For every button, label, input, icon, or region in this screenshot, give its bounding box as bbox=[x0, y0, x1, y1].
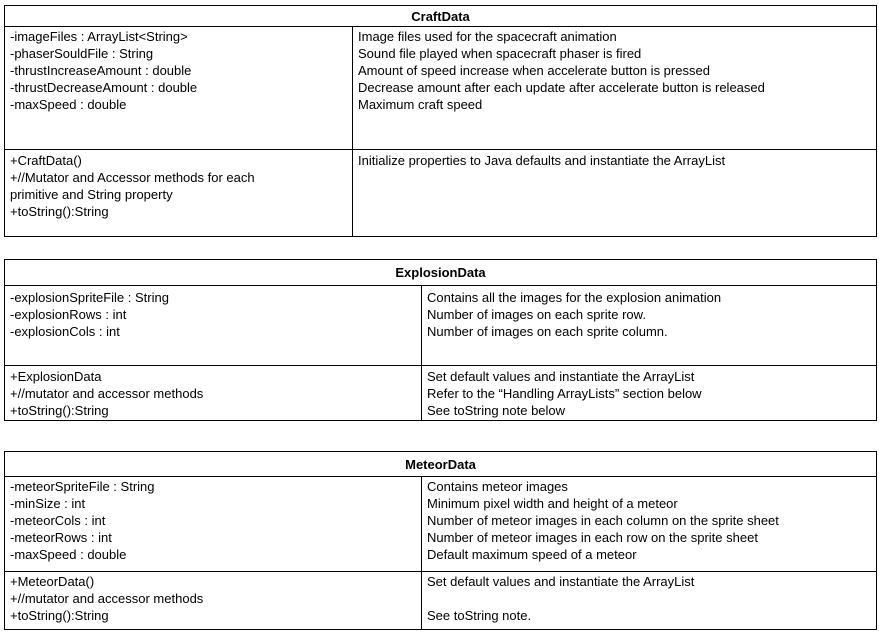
class-title: CraftData bbox=[5, 6, 877, 27]
attribute-note: Decrease amount after each update after accelerate button is released bbox=[358, 80, 765, 95]
attribute-note: Number of meteor images in each row on the sprite sheet bbox=[427, 530, 758, 545]
method: +CraftData() bbox=[10, 153, 82, 168]
attribute: -minSize : int bbox=[10, 496, 86, 511]
method: +//mutator and accessor methods bbox=[10, 386, 204, 401]
attribute-notes-cell bbox=[422, 477, 877, 572]
method: +ExplosionData bbox=[10, 369, 102, 384]
craft-data-table bbox=[4, 5, 877, 237]
attribute-note: Number of images on each sprite row. bbox=[427, 307, 646, 322]
attribute: -explosionRows : int bbox=[10, 307, 127, 322]
method-note: See toString note below bbox=[427, 403, 566, 418]
attributes-cell bbox=[5, 477, 422, 572]
attribute: -meteorCols : int bbox=[10, 513, 106, 528]
attribute: -maxSpeed : double bbox=[10, 97, 127, 112]
method-note: Set default values and instantiate the ArrayList bbox=[427, 369, 695, 384]
method-notes-cell bbox=[422, 572, 877, 630]
attribute: -thrustIncreaseAmount : double bbox=[10, 63, 192, 78]
attribute-note: Maximum craft speed bbox=[358, 97, 483, 112]
attribute-note: Amount of speed increase when accelerate button is pressed bbox=[358, 63, 710, 78]
attribute: -thrustDecreaseAmount : double bbox=[10, 80, 198, 95]
method: +//Mutator and Accessor methods for each bbox=[10, 170, 255, 185]
method-note: Refer to the “Handling ArrayLists” section below bbox=[427, 386, 702, 401]
attribute-note: Minimum pixel width and height of a meteor bbox=[427, 496, 678, 511]
attribute-note: Number of meteor images in each column on the sprite sheet bbox=[427, 513, 779, 528]
attribute: -meteorRows : int bbox=[10, 530, 112, 545]
method: +MeteorData() bbox=[10, 574, 95, 589]
method: +toString():String bbox=[10, 403, 109, 418]
attribute-note: Sound file played when spacecraft phaser is fired bbox=[358, 46, 642, 61]
attribute: -meteorSpriteFile : String bbox=[10, 479, 155, 494]
method: +toString():String bbox=[10, 608, 109, 623]
method-notes-cell bbox=[422, 366, 877, 421]
attribute: -explosionCols : int bbox=[10, 324, 120, 339]
class-title: ExplosionData bbox=[5, 260, 877, 286]
methods-cell bbox=[5, 572, 422, 630]
attribute-note: Contains meteor images bbox=[427, 479, 568, 494]
method-notes-cell bbox=[353, 150, 877, 237]
method-note: Initialize properties to Java defaults and instantiate the ArrayList bbox=[358, 153, 726, 168]
attribute-notes-cell bbox=[353, 27, 877, 150]
method-note: See toString note. bbox=[427, 608, 532, 623]
attribute: -phaserSouldFile : String bbox=[10, 46, 154, 61]
attribute-note: Default maximum speed of a meteor bbox=[427, 547, 637, 562]
method: primitive and String property bbox=[10, 187, 173, 202]
attribute: -maxSpeed : double bbox=[10, 547, 127, 562]
method-note bbox=[427, 590, 871, 607]
methods-cell bbox=[5, 150, 353, 237]
attribute-notes-cell bbox=[422, 286, 877, 366]
attribute-note: Image files used for the spacecraft animation bbox=[358, 29, 617, 44]
attributes-cell bbox=[5, 27, 353, 150]
method: +toString():String bbox=[10, 204, 109, 219]
method: +//mutator and accessor methods bbox=[10, 591, 204, 606]
methods-cell bbox=[5, 366, 422, 421]
class-title: MeteorData bbox=[5, 452, 877, 477]
attributes-cell bbox=[5, 286, 422, 366]
attribute-note: Contains all the images for the explosion animation bbox=[427, 290, 722, 305]
method-note: Set default values and instantiate the ArrayList bbox=[427, 574, 695, 589]
explosion-data-table bbox=[4, 259, 877, 421]
meteor-data-table bbox=[4, 451, 877, 630]
attribute-note: Number of images on each sprite column. bbox=[427, 324, 668, 339]
attribute: -explosionSpriteFile : String bbox=[10, 290, 169, 305]
attribute: -imageFiles : ArrayList<String> bbox=[10, 29, 188, 44]
